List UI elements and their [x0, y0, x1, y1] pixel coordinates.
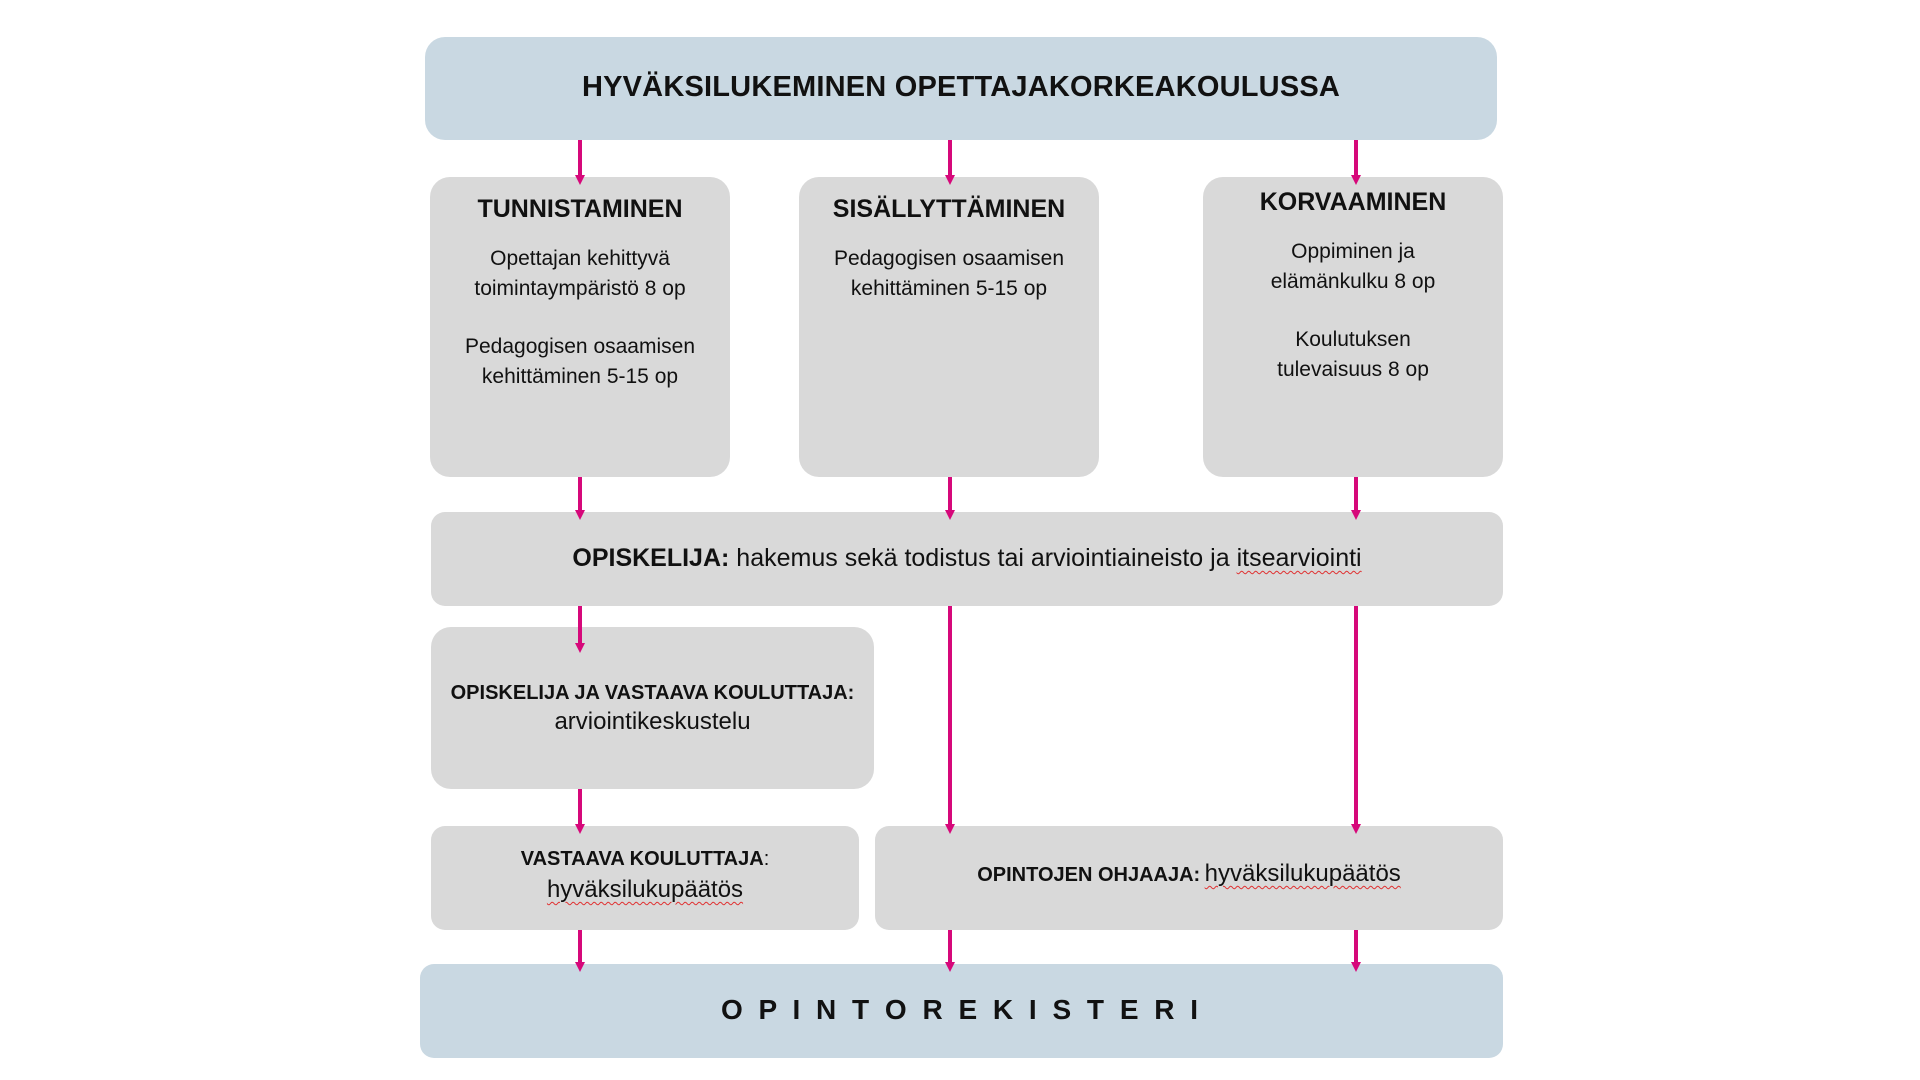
- tunnistaminen-title: TUNNISTAMINEN: [477, 195, 683, 223]
- tunnistaminen-line-2: toimintaympäristö 8 op: [474, 277, 686, 300]
- sisallyttaminen-title: SISÄLLYTTÄMINEN: [832, 195, 1066, 223]
- tunnistaminen-line-3: Pedagogisen osaamisen: [465, 335, 695, 358]
- korvaaminen-title: KORVAAMINEN: [1259, 188, 1447, 216]
- advisor-decision-label: OPINTOJEN OHJAAJA:: [977, 864, 1201, 886]
- footer-title: O P I N T O R E K I S T E R I: [720, 994, 1203, 1025]
- header-title: HYVÄKSILUKEMINEN OPETTAJAKORKEAKOULUSSA: [581, 71, 1341, 103]
- korvaaminen-line-1: Oppiminen ja: [1291, 240, 1415, 263]
- korvaaminen-line-2: elämänkulku 8 op: [1270, 270, 1436, 293]
- korvaaminen-line-4: tulevaisuus 8 op: [1277, 358, 1429, 381]
- trainer-decision-colon: :: [763, 848, 770, 870]
- advisor-decision-text: hyväksilukupäätös: [1204, 860, 1401, 887]
- discussion-label: OPISKELIJA JA VASTAAVA KOULUTTAJA:: [450, 682, 855, 704]
- trainer-decision-text: hyväksilukupäätös: [546, 876, 744, 903]
- tunnistaminen-line-4: kehittäminen 5-15 op: [481, 365, 679, 388]
- sisallyttaminen-line-2: kehittäminen 5-15 op: [850, 277, 1048, 300]
- student-text-underlined: itsearviointi: [1236, 544, 1362, 572]
- tunnistaminen-line-1: Opettajan kehittyvä: [490, 247, 670, 270]
- student-label: OPISKELIJA:: [572, 544, 730, 572]
- korvaaminen-line-3: Koulutuksen: [1295, 328, 1411, 351]
- trainer-decision-label: VASTAAVA KOULUTTAJA: [520, 848, 764, 870]
- discussion-text: arviointikeskustelu: [554, 708, 751, 735]
- student-text: hakemus sekä todistus tai arviointiaineisto ja: [729, 544, 1237, 572]
- sisallyttaminen-line-1: Pedagogisen osaamisen: [834, 247, 1064, 270]
